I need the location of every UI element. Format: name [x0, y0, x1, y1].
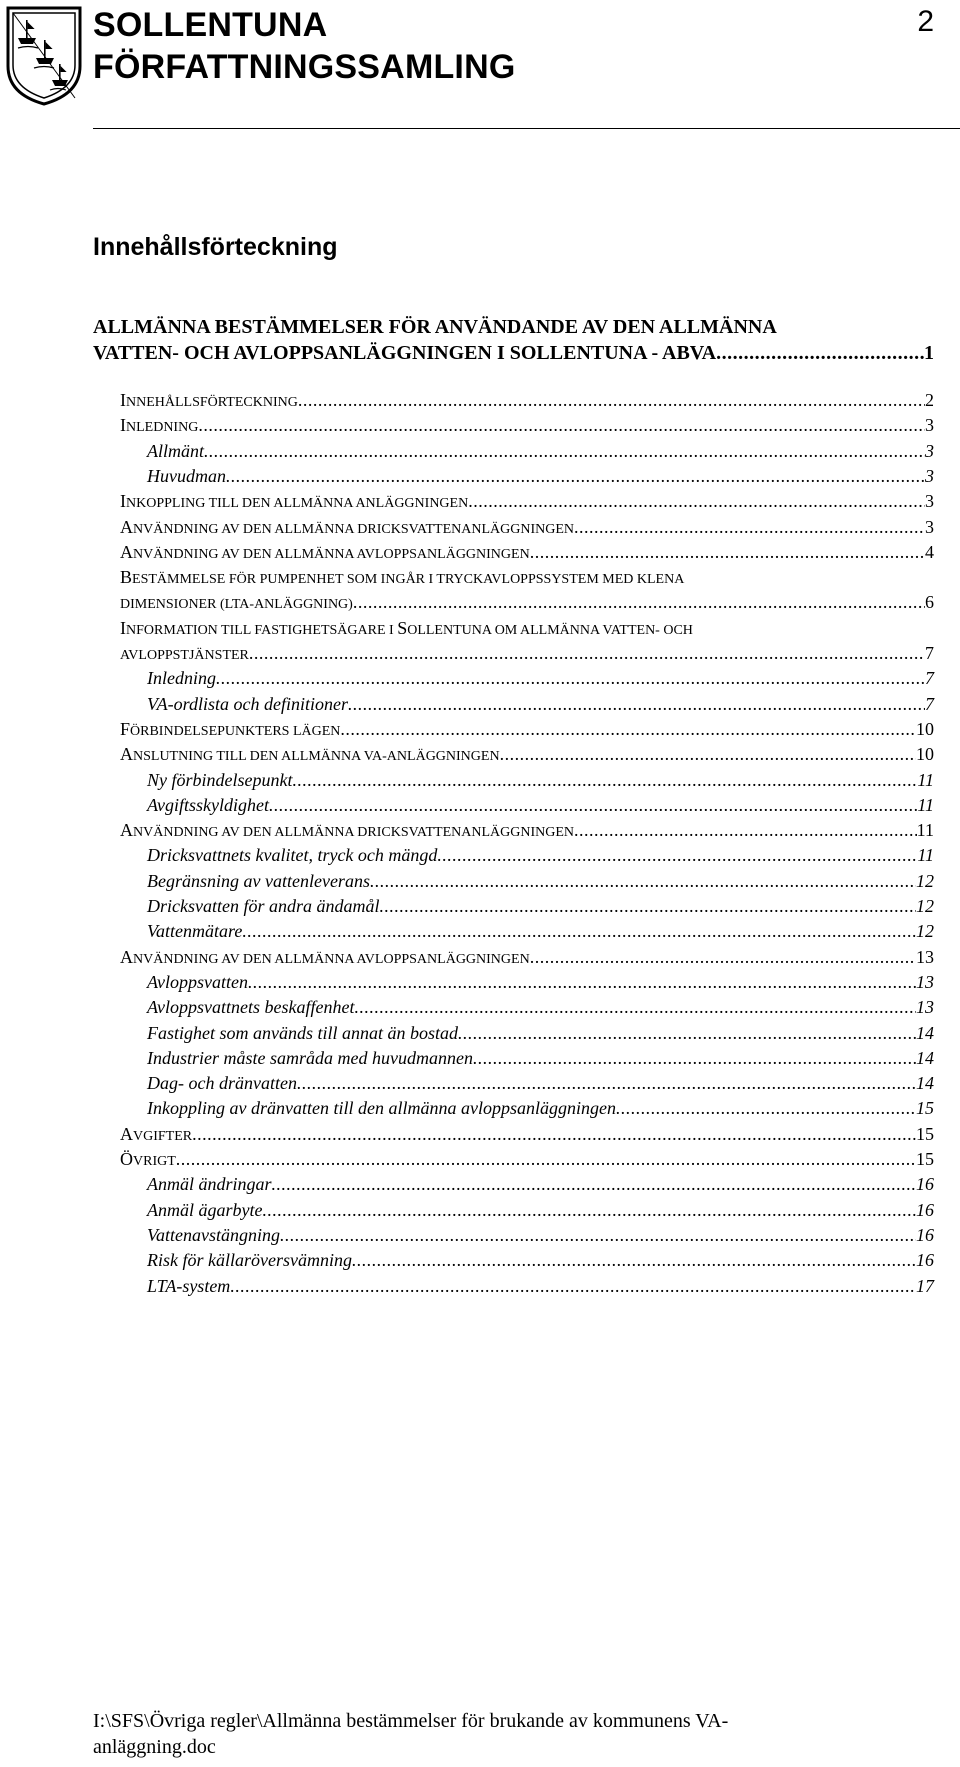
- toc-page-number: 12: [916, 896, 934, 916]
- toc-entry-label: AVGIFTER: [120, 1123, 193, 1144]
- leader-dots: [297, 1071, 916, 1095]
- toc-entry-label: ANVÄNDNING AV DEN ALLMÄNNA AVLOPPSANLÄGGNINGEN: [120, 541, 530, 562]
- toc-entry-label: Inledning: [147, 668, 216, 689]
- toc-entry-label: Fastighet som används till annat än bostad: [147, 1022, 459, 1043]
- toc-entry[interactable]: [120, 388, 934, 415]
- toc-entry[interactable]: [147, 1274, 934, 1298]
- leader-dots: [616, 1096, 916, 1120]
- toc-entry[interactable]: [120, 818, 934, 845]
- toc-page-number: 3: [925, 415, 934, 436]
- leader-dots: [198, 413, 925, 437]
- toc-entry-label-line2: AVLOPPSTJÄNSTER: [120, 648, 249, 663]
- toc-page-number: 12: [916, 870, 934, 891]
- leader-dots: [272, 1172, 916, 1196]
- header-divider: [93, 128, 960, 129]
- toc-entry-label-line1: BESTÄMMELSE FÖR PUMPENHET SOM INGÅR I TRYCKAVLOPPSSYSTEM MED KLENA: [120, 567, 685, 588]
- toc-entry[interactable]: [147, 692, 934, 716]
- leader-dots: [176, 1147, 916, 1171]
- toc-entry-label: ANVÄNDNING AV DEN ALLMÄNNA DRICKSVATTENANLÄGGNINGEN: [120, 516, 574, 537]
- toc-entry-label: Risk för källaröversvämning: [147, 1250, 352, 1271]
- toc-page-number: 7: [925, 668, 934, 689]
- toc-page-number: 16: [916, 1224, 934, 1245]
- toc-page-number: 3: [925, 465, 934, 486]
- toc-page-number: 14: [916, 1022, 934, 1043]
- toc-page-number: 16: [916, 1199, 934, 1220]
- toc-heading: Innehållsförteckning: [93, 233, 338, 261]
- toc-entry-label: VA-ordlista och definitioner: [147, 693, 348, 714]
- leader-dots: [348, 692, 925, 716]
- footer-line2: anläggning.doc: [93, 1736, 216, 1758]
- toc-page-number: 13: [916, 997, 934, 1018]
- toc-entry-label: Dag- och dränvatten: [147, 1073, 297, 1094]
- toc-entry[interactable]: [120, 515, 934, 542]
- toc-entry-label: Avgiftsskyldighet: [147, 794, 269, 815]
- footer-file-path: [93, 1708, 913, 1760]
- toc-entry-label-line1: INFORMATION TILL FASTIGHETSÄGARE I SOLLENTUNA OM ALLMÄNNA VATTEN- OCH: [120, 617, 693, 638]
- toc-entry[interactable]: [147, 793, 934, 817]
- toc-entry-label: INKOPPLING TILL DEN ALLMÄNNA ANLÄGGNINGEN: [120, 491, 469, 512]
- leader-dots: [574, 818, 917, 842]
- leader-dots: [249, 641, 925, 665]
- header-title-line1: SOLLENTUNA: [93, 6, 328, 44]
- leader-dots: [292, 768, 917, 792]
- toc-entry-label: Anmäl ändringar: [147, 1174, 272, 1195]
- leader-dots: [204, 439, 925, 463]
- toc-entry-label: Huvudman: [147, 465, 226, 486]
- toc-entry[interactable]: [120, 590, 934, 617]
- leader-dots: [353, 590, 925, 614]
- leader-dots: [340, 717, 916, 741]
- toc-page-number: 15: [916, 1123, 934, 1144]
- leader-dots: [192, 1122, 916, 1146]
- leader-dots: [242, 919, 916, 943]
- toc-entry-label: Avloppsvattnets beskaffenhet: [147, 997, 355, 1018]
- toc-entry[interactable]: [147, 894, 934, 918]
- toc-page-number: 7: [925, 643, 934, 663]
- toc-entry[interactable]: [147, 919, 934, 943]
- toc-entry-label: ANVÄNDNING AV DEN ALLMÄNNA AVLOPPSANLÄGGNINGEN: [120, 946, 530, 967]
- toc-entry[interactable]: [147, 995, 934, 1019]
- toc-entry[interactable]: [147, 970, 934, 994]
- toc-page-number: 2: [925, 390, 934, 410]
- leader-dots: [216, 666, 925, 690]
- toc-entry[interactable]: [120, 489, 934, 516]
- toc-page-number: 10: [916, 718, 934, 739]
- toc-entry-label: Dricksvatten för andra ändamål: [147, 896, 380, 916]
- toc-page-number: 14: [916, 1073, 934, 1094]
- toc-page-number: 4: [925, 541, 934, 562]
- toc-page-number: 11: [916, 820, 934, 841]
- toc-entry-label: Begränsning av vattenleverans: [147, 870, 370, 891]
- toc-page-number: 11: [917, 845, 934, 866]
- header-title-line2: FÖRFATTNINGSSAMLING: [93, 48, 516, 86]
- toc-main-entry-line2: VATTEN- OCH AVLOPPSANLÄGGNINGEN I SOLLENTUNA - ABVA: [93, 342, 717, 364]
- toc-entry-label: Allmänt: [147, 440, 204, 461]
- leader-dots: [262, 1198, 916, 1222]
- leader-dots: [226, 464, 925, 488]
- toc-page-number: 13: [916, 946, 934, 967]
- toc-entry-label: Vattenavstängning: [147, 1224, 280, 1245]
- toc-entry[interactable]: [147, 439, 934, 463]
- toc-main-entry[interactable]: [93, 340, 934, 366]
- leader-dots: [248, 970, 916, 994]
- toc-entry-label: Ny förbindelsepunkt: [147, 769, 293, 790]
- toc-entry[interactable]: [147, 869, 934, 893]
- toc-entry[interactable]: [147, 1198, 934, 1222]
- footer-line1: I:\SFS\Övriga regler\Allmänna bestämmelser för brukande av kommunens VA-: [93, 1710, 729, 1732]
- toc-entry[interactable]: [147, 1248, 934, 1272]
- toc-page-number: 10: [916, 744, 934, 765]
- toc-entry-label: ÖVRIGT: [120, 1149, 176, 1169]
- toc-page-number: 3: [925, 516, 934, 537]
- toc-entry[interactable]: [147, 1046, 934, 1070]
- leader-dots: [574, 515, 925, 539]
- toc-entry[interactable]: [120, 1147, 934, 1174]
- leader-dots: [716, 340, 924, 366]
- toc-entry-label: FÖRBINDELSEPUNKTERS LÄGEN: [120, 718, 341, 739]
- leader-dots: [352, 1248, 916, 1272]
- toc-page-number: 15: [916, 1149, 934, 1169]
- toc-entry-label: Industrier måste samråda med huvudmannen: [147, 1047, 473, 1068]
- leader-dots: [530, 945, 916, 969]
- toc-entry-label: ANSLUTNING TILL DEN ALLMÄNNA VA-ANLÄGGNINGEN: [120, 744, 500, 765]
- toc-entry[interactable]: [147, 768, 934, 792]
- toc-entry[interactable]: [120, 540, 934, 567]
- toc-page-number: 1: [924, 342, 934, 364]
- toc-entry[interactable]: [147, 666, 934, 690]
- toc-page-number: 16: [916, 1250, 934, 1271]
- leader-dots: [379, 894, 916, 918]
- header-title: [93, 4, 515, 88]
- toc-entry-label: Anmäl ägarbyte: [147, 1199, 263, 1220]
- toc-entry[interactable]: [147, 1223, 934, 1247]
- leader-dots: [473, 1046, 916, 1070]
- toc-page-number: 16: [916, 1174, 934, 1195]
- toc-entry[interactable]: [120, 742, 934, 769]
- toc-entry[interactable]: [147, 1021, 934, 1045]
- toc-entry[interactable]: [147, 843, 934, 867]
- coat-of-arms-icon: [4, 4, 84, 106]
- toc-page-number: 7: [925, 693, 934, 714]
- toc-entry[interactable]: [120, 945, 934, 972]
- leader-dots: [280, 1223, 916, 1247]
- toc-entry[interactable]: [120, 413, 934, 440]
- leader-dots: [458, 1021, 916, 1045]
- toc-entry-label-line2: DIMENSIONER (LTA-ANLÄGGNING): [120, 597, 353, 613]
- toc-entry[interactable]: [147, 1096, 934, 1120]
- toc-entry-label: Avloppsvatten: [147, 971, 248, 992]
- toc-entry-label: Dricksvattnets kvalitet, tryck och mängd: [147, 845, 438, 866]
- toc-entry[interactable]: [147, 1172, 934, 1196]
- leader-dots: [298, 388, 925, 412]
- toc-entry[interactable]: [120, 1122, 934, 1149]
- toc-main-entry-line1: ALLMÄNNA BESTÄMMELSER FÖR ANVÄNDANDE AV DEN ALLMÄNNA: [93, 316, 777, 338]
- toc-page-number: 15: [916, 1098, 934, 1119]
- leader-dots: [530, 540, 925, 564]
- leader-dots: [354, 995, 916, 1019]
- leader-dots: [269, 793, 917, 817]
- leader-dots: [437, 843, 917, 867]
- toc-page-number: 17: [916, 1275, 934, 1296]
- toc-page-number: 11: [917, 794, 934, 815]
- toc-entry[interactable]: [147, 1071, 934, 1095]
- toc-entry-label: Vattenmätare: [147, 921, 243, 942]
- leader-dots: [468, 489, 925, 513]
- toc-entry[interactable]: [120, 641, 934, 668]
- leader-dots: [230, 1274, 916, 1298]
- toc-page-number: 6: [925, 592, 934, 613]
- toc-page-number: 11: [917, 769, 934, 790]
- toc-page-number: 14: [916, 1047, 934, 1068]
- leader-dots: [500, 742, 916, 766]
- toc-entry-label: LTA-system: [147, 1275, 231, 1296]
- toc-entry-label: INNEHÅLLSFÖRTECKNING: [120, 390, 298, 410]
- page-number: 2: [917, 5, 934, 38]
- toc-page-number: 3: [925, 491, 934, 512]
- toc-page-number: 12: [916, 921, 934, 942]
- toc-entry-label: INLEDNING: [120, 415, 199, 436]
- toc-page-number: 3: [925, 440, 934, 461]
- leader-dots: [370, 869, 916, 893]
- toc-page-number: 13: [916, 971, 934, 992]
- toc-entry[interactable]: [120, 717, 934, 744]
- toc-entry[interactable]: [147, 464, 934, 488]
- toc-entry-label: Inkoppling av dränvatten till den allmänna avloppsanläggningen: [147, 1098, 616, 1119]
- toc-entry-label: ANVÄNDNING AV DEN ALLMÄNNA DRICKSVATTENANLÄGGNINGEN: [120, 820, 574, 841]
